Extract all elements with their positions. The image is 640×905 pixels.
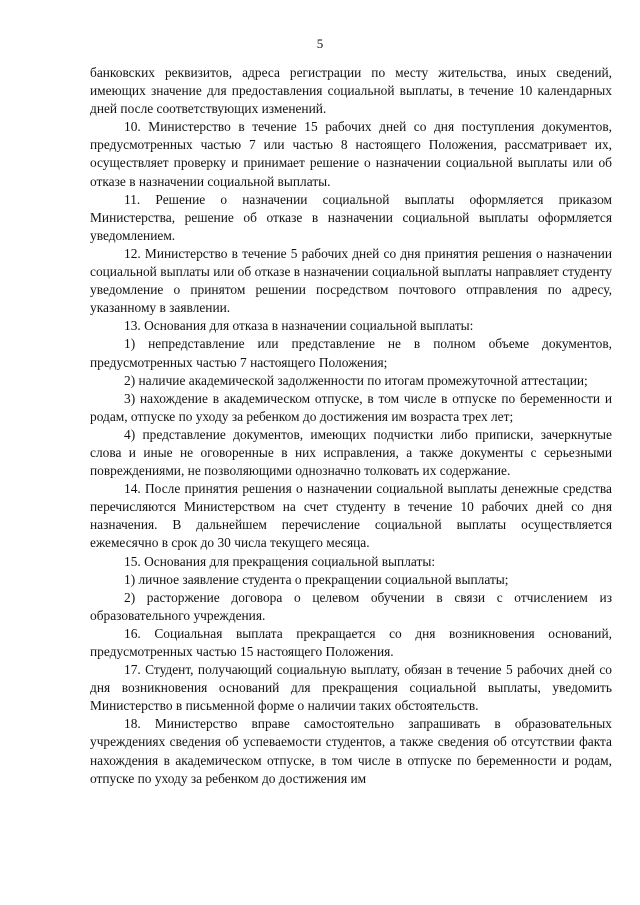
paragraph-18: 18. Министерство вправе самостоятельно запрашивать в образовательных учреждениях сведения об успеваемости студентов, а также сведения об отсутствии факта нахождения в академическом отпуске, в том числе в отпуске по беременности и родам, отпуске по уходу за ребенком до достижения им — [90, 716, 612, 786]
paragraph-15-item-1: 1) личное заявление студента о прекращении социальной выплаты; — [124, 571, 509, 587]
paragraph-continuation: банковских реквизитов, адреса регистрации по месту жительства, иных сведений, имеющих значение для предоставления социальной выплаты, в течение 10 календарных дней после соответствующих изменений. — [90, 65, 612, 117]
document-body — [90, 64, 612, 788]
paragraph-10: 10. Министерство в течение 15 рабочих дней со дня поступления документов, предусмотренных частью 7 или частью 8 настоящего Положения, рассматривает их, осуществляет проверку и принимает решение о назначении социальной выплаты или об отказе в назначении социальной выплаты. — [90, 119, 612, 189]
paragraph-15: 15. Основания для прекращения социальной выплаты: — [124, 553, 436, 569]
paragraph-13-item-2: 2) наличие академической задолженности по итогам промежуточной аттестации; — [124, 372, 588, 388]
paragraph-11: 11. Решение о назначении социальной выплаты оформляется приказом Министерства, решение об отказе в назначении социальной выплаты оформляется уведомлением. — [90, 191, 612, 243]
paragraph-17: 17. Студент, получающий социальную выплату, обязан в течение 5 рабочих дней со дня возникновения оснований для прекращения социальной выплаты, уведомить Министерство в письменной форме о наличии таких обстоятельств. — [90, 662, 612, 714]
paragraph-15-item-2: 2) расторжение договора о целевом обучении в связи с отчислением из образовательного учреждения. — [90, 589, 612, 623]
paragraph-16: 16. Социальная выплата прекращается со дня возникновения оснований, предусмотренных частью 15 настоящего Положения. — [90, 625, 612, 659]
paragraph-13-item-3: 3) нахождение в академическом отпуске, в том числе в отпуске по беременности и родам, отпуске по уходу за ребенком до достижения им возраста трех лет; — [90, 390, 612, 424]
paragraph-12: 12. Министерство в течение 5 рабочих дней со дня принятия решения о назначении социальной выплаты или об отказе в назначении социальной выплаты направляет студенту уведомление о принятом решении посредством почтового отправления по адресу, указанному в заявлении. — [90, 245, 612, 316]
paragraph-13: 13. Основания для отказа в назначении социальной выплаты: — [124, 318, 474, 334]
page-number: 5 — [316, 36, 324, 51]
paragraph-14: 14. После принятия решения о назначении социальной выплаты денежные средства перечисляются Министерством на счет студенту в течение 10 рабочих дней со дня назначения. В дальнейшем перечисление социальной выплаты осуществляется ежемесячно в срок до 30 числа текущего месяца. — [90, 481, 612, 551]
paragraph-13-item-4: 4) представление документов, имеющих подчистки либо приписки, зачеркнутые слова и иные не оговоренные в них исправления, а также документы с серьезными повреждениями, не позволяющими однозначно толковать их содержание. — [90, 426, 612, 479]
paragraph-13-item-1: 1) непредставление или представление не в полном объеме документов, предусмотренных частью 7 настоящего Положения; — [90, 336, 612, 370]
